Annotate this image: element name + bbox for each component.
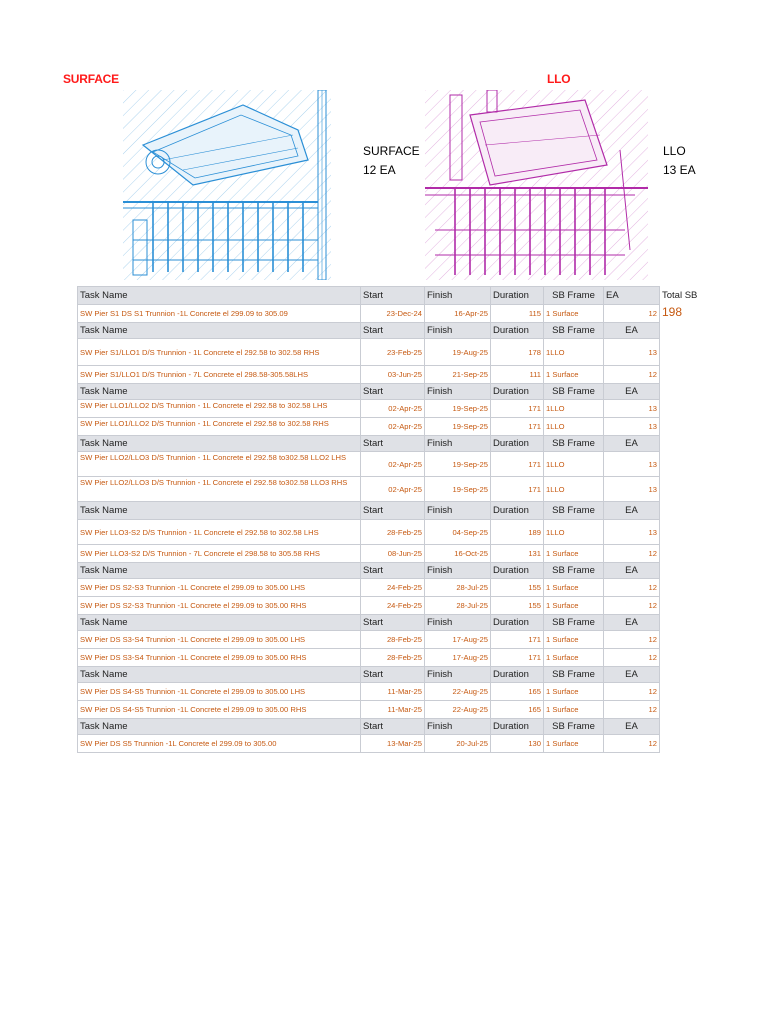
table-header-row [78, 287, 720, 305]
blank-cell [660, 597, 720, 615]
table-header-row [78, 323, 720, 339]
ea-cell: 13 [604, 418, 660, 436]
header-start: Start [361, 502, 425, 520]
duration-cell: 155 [491, 597, 544, 615]
header-task-name: Task Name [78, 384, 361, 400]
blank-cell [660, 339, 720, 366]
header-start: Start [361, 436, 425, 452]
sb-frame-cell: 1LLO [544, 400, 604, 418]
task-name-cell: SW Pier DS S5 Trunnion -1L Concrete el 299.09 to 305.00 [78, 735, 361, 753]
ea-cell: 12 [604, 579, 660, 597]
ea-cell: 12 [604, 735, 660, 753]
sb-frame-cell: 1 Surface [544, 649, 604, 667]
header-task-name: Task Name [78, 323, 361, 339]
blank-cell [660, 631, 720, 649]
task-name-cell: SW Pier LLO3-S2 D/S Trunnion - 7L Concrete el 298.58 to 305.58 RHS [78, 545, 361, 563]
header-start: Start [361, 287, 425, 305]
header-ea: EA [604, 563, 660, 579]
duration-cell: 131 [491, 545, 544, 563]
ea-cell: 12 [604, 597, 660, 615]
sb-frame-cell: 1 Surface [544, 597, 604, 615]
ea-cell: 12 [604, 631, 660, 649]
finish-cell: 21-Sep-25 [425, 366, 491, 384]
header-start: Start [361, 384, 425, 400]
finish-cell: 17-Aug-25 [425, 649, 491, 667]
sb-frame-cell: 1LLO [544, 452, 604, 477]
header-sb-frame: SB Frame [544, 667, 604, 683]
header-start: Start [361, 323, 425, 339]
duration-cell: 171 [491, 452, 544, 477]
total-sb-value: 198 [660, 305, 720, 323]
table-header-row [78, 384, 720, 400]
task-name-cell: SW Pier LLO1/LLO2 D/S Trunnion - 1L Concrete el 292.58 to 302.58 LHS [78, 400, 361, 418]
header-ea: EA [604, 323, 660, 339]
header-start: Start [361, 615, 425, 631]
duration-cell: 171 [491, 631, 544, 649]
task-name-cell: SW Pier DS S3-S4 Trunnion -1L Concrete el 299.09 to 305.00 RHS [78, 649, 361, 667]
finish-cell: 16-Oct-25 [425, 545, 491, 563]
duration-cell: 111 [491, 366, 544, 384]
header-finish: Finish [425, 502, 491, 520]
finish-cell: 22-Aug-25 [425, 701, 491, 719]
table-row [78, 545, 720, 563]
finish-cell: 17-Aug-25 [425, 631, 491, 649]
header-finish: Finish [425, 323, 491, 339]
ea-cell: 13 [604, 339, 660, 366]
start-cell: 28-Feb-25 [361, 649, 425, 667]
blank-cell [660, 735, 720, 753]
blank-cell [660, 719, 720, 735]
duration-cell: 115 [491, 305, 544, 323]
ea-cell: 13 [604, 477, 660, 502]
duration-cell: 165 [491, 683, 544, 701]
surface-label-name: SURFACE [363, 144, 420, 158]
table-row [78, 366, 720, 384]
duration-cell: 171 [491, 418, 544, 436]
surface-label [363, 142, 420, 180]
header-ea: EA [604, 436, 660, 452]
sb-frame-cell: 1 Surface [544, 579, 604, 597]
ea-cell: 13 [604, 400, 660, 418]
header-ea: EA [604, 667, 660, 683]
table-row [78, 477, 720, 502]
table-row [78, 452, 720, 477]
table-row [78, 683, 720, 701]
finish-cell: 19-Sep-25 [425, 400, 491, 418]
sb-frame-cell: 1 Surface [544, 305, 604, 323]
task-name-cell: SW Pier LLO2/LLO3 D/S Trunnion - 1L Concrete el 292.58 to302.58 LLO3 RHS [78, 477, 361, 502]
table-row [78, 579, 720, 597]
header-finish: Finish [425, 436, 491, 452]
start-cell: 02-Apr-25 [361, 418, 425, 436]
header-duration: Duration [491, 323, 544, 339]
finish-cell: 28-Jul-25 [425, 579, 491, 597]
table-row [78, 400, 720, 418]
blank-cell [660, 436, 720, 452]
table-header-row [78, 436, 720, 452]
blank-cell [660, 545, 720, 563]
header-task-name: Task Name [78, 502, 361, 520]
header-finish: Finish [425, 667, 491, 683]
llo-label-name: LLO [663, 144, 686, 158]
task-name-cell: SW Pier LLO1/LLO2 D/S Trunnion - 1L Concrete el 292.58 to 302.58 RHS [78, 418, 361, 436]
task-name-cell: SW Pier LLO2/LLO3 D/S Trunnion - 1L Concrete el 292.58 to302.58 LLO2 LHS [78, 452, 361, 477]
duration-cell: 189 [491, 520, 544, 545]
ea-cell: 12 [604, 545, 660, 563]
header-ea: EA [604, 719, 660, 735]
task-name-cell: SW Pier DS S2-S3 Trunnion -1L Concrete el 299.09 to 305.00 LHS [78, 579, 361, 597]
header-start: Start [361, 563, 425, 579]
task-name-cell: SW Pier DS S2-S3 Trunnion -1L Concrete el 299.09 to 305.00 RHS [78, 597, 361, 615]
blank-cell [660, 366, 720, 384]
finish-cell: 19-Sep-25 [425, 452, 491, 477]
table-header-row [78, 563, 720, 579]
llo-heading: LLO [547, 72, 571, 86]
llo-label [663, 142, 696, 180]
duration-cell: 155 [491, 579, 544, 597]
header-total-sb: Total SB [660, 287, 720, 305]
start-cell: 24-Feb-25 [361, 597, 425, 615]
header-task-name: Task Name [78, 287, 361, 305]
blank-cell [660, 520, 720, 545]
llo-drawing-svg [425, 90, 648, 280]
header-ea: EA [604, 615, 660, 631]
header-sb-frame: SB Frame [544, 323, 604, 339]
header-duration: Duration [491, 719, 544, 735]
schedule-table [77, 286, 720, 753]
header-task-name: Task Name [78, 719, 361, 735]
task-name-cell: SW Pier LLO3-S2 D/S Trunnion - 1L Concrete el 292.58 to 302.58 LHS [78, 520, 361, 545]
duration-cell: 171 [491, 477, 544, 502]
duration-cell: 171 [491, 649, 544, 667]
blank-cell [660, 563, 720, 579]
table-header-row [78, 502, 720, 520]
header-task-name: Task Name [78, 667, 361, 683]
header-duration: Duration [491, 384, 544, 400]
table-header-row [78, 719, 720, 735]
start-cell: 23-Dec-24 [361, 305, 425, 323]
sb-frame-cell: 1 Surface [544, 545, 604, 563]
header-finish: Finish [425, 615, 491, 631]
surface-drawing [123, 90, 331, 280]
blank-cell [660, 323, 720, 339]
duration-cell: 178 [491, 339, 544, 366]
header-sb-frame: SB Frame [544, 384, 604, 400]
blank-cell [660, 477, 720, 502]
blank-cell [660, 683, 720, 701]
header-duration: Duration [491, 436, 544, 452]
llo-drawing [425, 90, 648, 280]
ea-cell: 12 [604, 701, 660, 719]
surface-heading: SURFACE [63, 72, 119, 86]
ea-cell: 12 [604, 649, 660, 667]
header-duration: Duration [491, 667, 544, 683]
header-sb-frame: SB Frame [544, 436, 604, 452]
sb-frame-cell: 1 Surface [544, 683, 604, 701]
finish-cell: 19-Sep-25 [425, 418, 491, 436]
sb-frame-cell: 1 Surface [544, 701, 604, 719]
start-cell: 23-Feb-25 [361, 339, 425, 366]
start-cell: 24-Feb-25 [361, 579, 425, 597]
blank-cell [660, 579, 720, 597]
header-finish: Finish [425, 719, 491, 735]
llo-label-count: 13 EA [663, 163, 696, 177]
blank-cell [660, 667, 720, 683]
blank-cell [660, 649, 720, 667]
surface-label-count: 12 EA [363, 163, 396, 177]
table-header-row [78, 667, 720, 683]
start-cell: 02-Apr-25 [361, 477, 425, 502]
header-ea: EA [604, 287, 660, 305]
header-duration: Duration [491, 563, 544, 579]
finish-cell: 19-Sep-25 [425, 477, 491, 502]
start-cell: 02-Apr-25 [361, 452, 425, 477]
finish-cell: 19-Aug-25 [425, 339, 491, 366]
ea-cell: 13 [604, 452, 660, 477]
start-cell: 13-Mar-25 [361, 735, 425, 753]
sb-frame-cell: 1LLO [544, 520, 604, 545]
header-sb-frame: SB Frame [544, 502, 604, 520]
table-header-row [78, 615, 720, 631]
sb-frame-cell: 1LLO [544, 477, 604, 502]
start-cell: 28-Feb-25 [361, 520, 425, 545]
duration-cell: 130 [491, 735, 544, 753]
start-cell: 11-Mar-25 [361, 683, 425, 701]
start-cell: 08-Jun-25 [361, 545, 425, 563]
duration-cell: 165 [491, 701, 544, 719]
task-name-cell: SW Pier S1/LLO1 D/S Trunnion - 7L Concrete el 298.58-305.58LHS [78, 366, 361, 384]
blank-cell [660, 384, 720, 400]
task-name-cell: SW Pier DS S4-S5 Trunnion -1L Concrete el 299.09 to 305.00 LHS [78, 683, 361, 701]
header-task-name: Task Name [78, 615, 361, 631]
table-row [78, 339, 720, 366]
header-finish: Finish [425, 563, 491, 579]
ea-cell: 12 [604, 305, 660, 323]
sb-frame-cell: 1LLO [544, 339, 604, 366]
header-start: Start [361, 719, 425, 735]
task-name-cell: SW Pier S1/LLO1 D/S Trunnion - 1L Concrete el 292.58 to 302.58 RHS [78, 339, 361, 366]
header-sb-frame: SB Frame [544, 563, 604, 579]
ea-cell: 12 [604, 366, 660, 384]
header-finish: Finish [425, 287, 491, 305]
blank-cell [660, 452, 720, 477]
blank-cell [660, 701, 720, 719]
header-finish: Finish [425, 384, 491, 400]
start-cell: 11-Mar-25 [361, 701, 425, 719]
header-sb-frame: SB Frame [544, 287, 604, 305]
header-duration: Duration [491, 287, 544, 305]
finish-cell: 28-Jul-25 [425, 597, 491, 615]
table-row [78, 305, 720, 323]
header-task-name: Task Name [78, 436, 361, 452]
header-sb-frame: SB Frame [544, 719, 604, 735]
blank-cell [660, 400, 720, 418]
blank-cell [660, 615, 720, 631]
table-row [78, 597, 720, 615]
sb-frame-cell: 1 Surface [544, 735, 604, 753]
finish-cell: 04-Sep-25 [425, 520, 491, 545]
blank-cell [660, 502, 720, 520]
header-duration: Duration [491, 615, 544, 631]
header-ea: EA [604, 502, 660, 520]
blank-cell [660, 418, 720, 436]
surface-drawing-svg [123, 90, 331, 280]
task-name-cell: SW Pier DS S4-S5 Trunnion -1L Concrete el 299.09 to 305.00 RHS [78, 701, 361, 719]
sb-frame-cell: 1 Surface [544, 631, 604, 649]
header-sb-frame: SB Frame [544, 615, 604, 631]
duration-cell: 171 [491, 400, 544, 418]
header-duration: Duration [491, 502, 544, 520]
sb-frame-cell: 1 Surface [544, 366, 604, 384]
header-ea: EA [604, 384, 660, 400]
table-row [78, 631, 720, 649]
task-name-cell: SW Pier S1 DS S1 Trunnion -1L Concrete el 299.09 to 305.09 [78, 305, 361, 323]
start-cell: 02-Apr-25 [361, 400, 425, 418]
ea-cell: 13 [604, 520, 660, 545]
start-cell: 03-Jun-25 [361, 366, 425, 384]
finish-cell: 22-Aug-25 [425, 683, 491, 701]
finish-cell: 20-Jul-25 [425, 735, 491, 753]
finish-cell: 16-Apr-25 [425, 305, 491, 323]
table-row [78, 701, 720, 719]
header-task-name: Task Name [78, 563, 361, 579]
ea-cell: 12 [604, 683, 660, 701]
table-row [78, 649, 720, 667]
table-row [78, 735, 720, 753]
start-cell: 28-Feb-25 [361, 631, 425, 649]
table-row [78, 520, 720, 545]
task-name-cell: SW Pier DS S3-S4 Trunnion -1L Concrete el 299.09 to 305.00 LHS [78, 631, 361, 649]
table-row [78, 418, 720, 436]
sb-frame-cell: 1LLO [544, 418, 604, 436]
header-start: Start [361, 667, 425, 683]
